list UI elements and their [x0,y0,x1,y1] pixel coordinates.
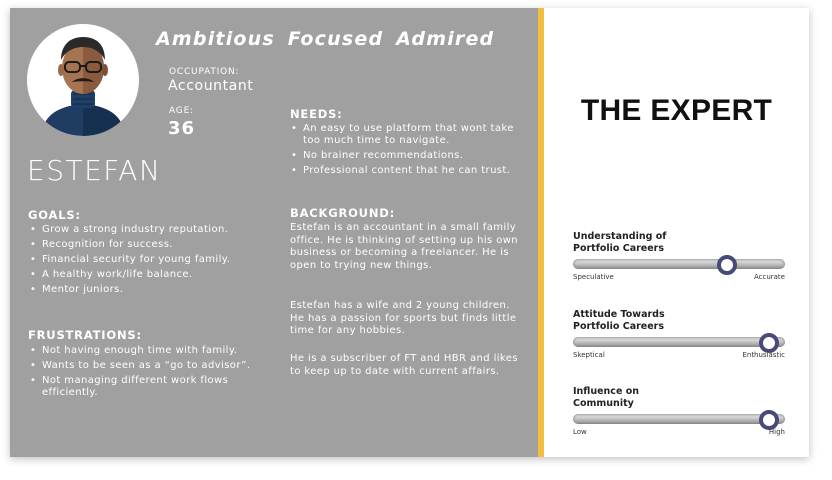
list-item: • A healthy work/life balance. [28,269,278,281]
list-item: • Not having enough time with family. [28,345,256,357]
frustrations-list [28,345,256,402]
background-paragraph-1: Estefan is an accountant in a small family office. He is thinking of setting up his own business or becoming a freelancer. He is open to trying new things. [290,222,519,271]
list-item: • An easy to use platform that wont take too much time to navigate. [289,123,521,147]
age-label: AGE: [169,106,194,116]
frustrations-heading: FRUSTRATIONS: [28,328,142,342]
list-item: • Mentor juniors. [28,284,278,296]
needs-list [289,123,521,180]
goals-heading: GOALS: [28,208,81,222]
archetype-title: THE EXPERT [580,94,773,127]
list-item: • Professional content that he can trust. [289,165,521,177]
needs-heading: NEEDS: [290,107,343,121]
occupation-label: OCCUPATION: [169,67,240,77]
archetype-panel [544,8,809,457]
slider-influence [573,386,785,440]
persona-card [10,8,809,457]
list-item: • Not managing different work flows efficiently. [28,375,256,399]
list-item: • No brainer recommendations. [289,150,521,162]
slider-label: Influence on Community [573,386,639,409]
background-heading: BACKGROUND: [290,206,395,220]
background-paragraph-3: He is a subscriber of FT and HBR and likes to keep up to date with current affairs. [290,353,518,377]
slider-knob[interactable] [759,333,779,353]
persona-tagline: Ambitious Focused Admired [156,28,495,50]
slider-understanding [573,231,785,285]
list-item: • Grow a strong industry reputation. [28,224,278,236]
list-item: • Financial security for young family. [28,254,278,266]
slider-low-label: Skeptical [573,351,605,359]
slider-track[interactable] [573,337,785,347]
persona-panel [10,8,538,457]
list-item: • Recognition for success. [28,239,278,251]
slider-label: Understanding of Portfolio Careers [573,231,667,254]
slider-track[interactable] [573,414,785,424]
persona-name: ESTEFAN [27,154,162,187]
background-paragraph-2: Estefan has a wife and 2 young children. He has a passion for sports but finds little time for any hobbies. [290,300,517,336]
list-item: • Wants to be seen as a “go to advisor”. [28,360,256,372]
avatar [27,24,139,136]
slider-high-label: Accurate [753,273,785,281]
avatar-illustration [27,24,139,136]
slider-low-label: Low [573,428,587,436]
slider-knob[interactable] [759,410,779,430]
occupation-value: Accountant [168,78,254,94]
slider-track[interactable] [573,259,785,269]
goals-list [28,224,278,299]
slider-attitude [573,309,785,363]
slider-low-label: Speculative [573,273,614,281]
age-value: 36 [168,118,196,139]
slider-high-label: Enthusiastic [742,351,785,359]
slider-high-label: High [768,428,785,436]
slider-knob[interactable] [717,255,737,275]
slider-label: Attitude Towards Portfolio Careers [573,309,665,332]
